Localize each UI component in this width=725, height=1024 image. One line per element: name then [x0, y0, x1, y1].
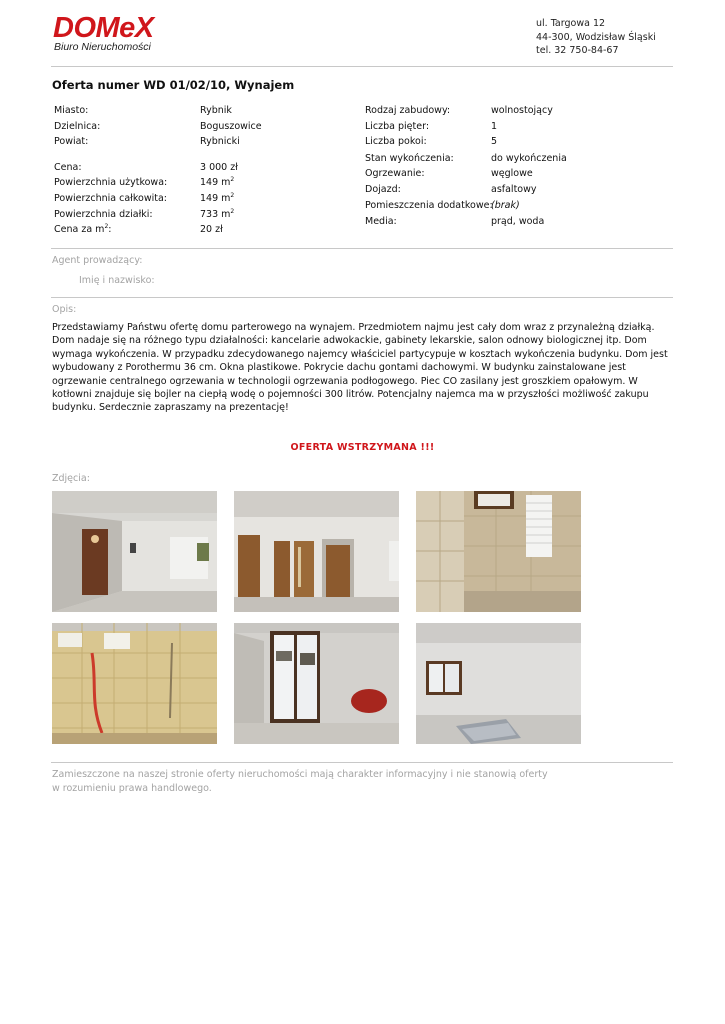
photo-thumbnail[interactable]	[416, 623, 581, 744]
detail-label: Cena:	[54, 162, 82, 173]
logo-wordmark: DOMeX	[53, 12, 154, 44]
detail-value: Rybnik	[200, 105, 232, 116]
detail-label: Powierzchnia działki:	[54, 209, 153, 220]
detail-value: 1	[491, 121, 498, 132]
detail-value: 149 $m^2$	[200, 176, 235, 188]
detail-label: Liczba pokoi:	[365, 136, 427, 147]
company-logo	[53, 12, 183, 53]
details-divider	[51, 248, 673, 249]
detail-label: Media:	[365, 216, 397, 227]
disclaimer	[52, 768, 548, 795]
footer-divider	[51, 762, 673, 763]
detail-label: Dzielnica:	[54, 121, 101, 132]
detail-label: Liczba pięter:	[365, 121, 430, 132]
detail-value: wolnostojący	[491, 105, 553, 116]
description-text: Przedstawiamy Państwu ofertę domu parterowego na wynajem. Przedmiotem najmu jest cały dom wraz z przynależną działką. Dom nadaje się na różnego typu działalności: kancelarie adwokackie, gabinety lekarskie, salon odnowy biologicznej itp. Dom wymaga wykończenia. W przypadku zdecydowanego najemcy właściciel partycypuje w kosztach wykończenia budynku. Dom jest wybudowany z Porothermu 36 cm. Okna plastikowe. Pokrycie dachu gontami dachowymi. W budynku zainstalowane jest ogrzewanie centralnego ogrzewania w technologii ogrzewania podłogowego. Piec CO zasilany jest groszkiem opałowym. W kotłowni znajduje się bojler na ciepłą wodę o pojemności 300 litrów. Potencjalny najemca ma w przyszłości możliwość zakupu budynku. Serdecznie zapraszamy na prezentację!	[52, 322, 668, 414]
company-address	[536, 17, 656, 58]
detail-value: 20 zł	[200, 224, 223, 235]
photo-thumbnail[interactable]	[52, 491, 217, 612]
photo-thumbnail[interactable]	[234, 623, 399, 744]
offer-title: Oferta numer WD 01/02/10, Wynajem	[52, 78, 295, 92]
detail-value: asfaltowy	[491, 184, 537, 195]
offer-status: OFERTA WSTRZYMANA !!!	[290, 442, 435, 453]
detail-label: Dojazd:	[365, 184, 401, 195]
detail-label: Ogrzewanie:	[365, 168, 425, 179]
detail-label: Pomieszczenia dodatkowe:	[365, 200, 493, 211]
detail-value: prąd, woda	[491, 216, 545, 227]
detail-label: Powierzchnia użytkowa:	[54, 177, 168, 188]
detail-value: (brak)	[491, 200, 520, 211]
photo-thumbnail[interactable]	[234, 491, 399, 612]
detail-label: Powierzchnia całkowita:	[54, 193, 167, 204]
address-street: ul. Targowa 12	[536, 18, 606, 29]
detail-value: 5	[491, 136, 498, 147]
detail-label: Rodzaj zabudowy:	[365, 105, 451, 116]
detail-value: Boguszowice	[200, 121, 262, 132]
detail-value: 149 $m^2$	[200, 192, 235, 204]
detail-label: Miasto:	[54, 105, 89, 116]
detail-label: Powiat:	[54, 136, 89, 147]
header-divider	[51, 66, 673, 67]
photo-thumbnail[interactable]	[416, 491, 581, 612]
agent-divider	[51, 297, 673, 298]
address-city: 44-300, Wodzisław Śląski	[536, 31, 656, 43]
photo-thumbnail[interactable]	[52, 623, 217, 744]
detail-value: Rybnicki	[200, 136, 240, 147]
description-heading: Opis:	[52, 304, 77, 315]
disclaimer-line: Zamieszczone na naszej stronie oferty nieruchomości mają charakter informacyjny i nie stanowią oferty	[52, 769, 548, 780]
detail-label: Cena za $m^2$:	[54, 223, 112, 235]
logo-subtitle: Biuro Nieruchomości	[54, 41, 151, 53]
detail-value: 3 000 zł	[200, 162, 238, 173]
address-phone: tel. 32 750-84-67	[536, 45, 619, 56]
agent-name-label: Imię i nazwisko:	[79, 275, 155, 286]
detail-value: 733 $m^2$	[200, 208, 235, 220]
photos-heading: Zdjęcia:	[52, 473, 90, 484]
disclaimer-line: w rozumieniu prawa handlowego.	[52, 782, 212, 794]
detail-value: do wykończenia	[491, 153, 567, 164]
detail-label: Stan wykończenia:	[365, 153, 454, 164]
detail-value: węglowe	[491, 168, 533, 179]
agent-heading: Agent prowadzący:	[52, 255, 143, 266]
